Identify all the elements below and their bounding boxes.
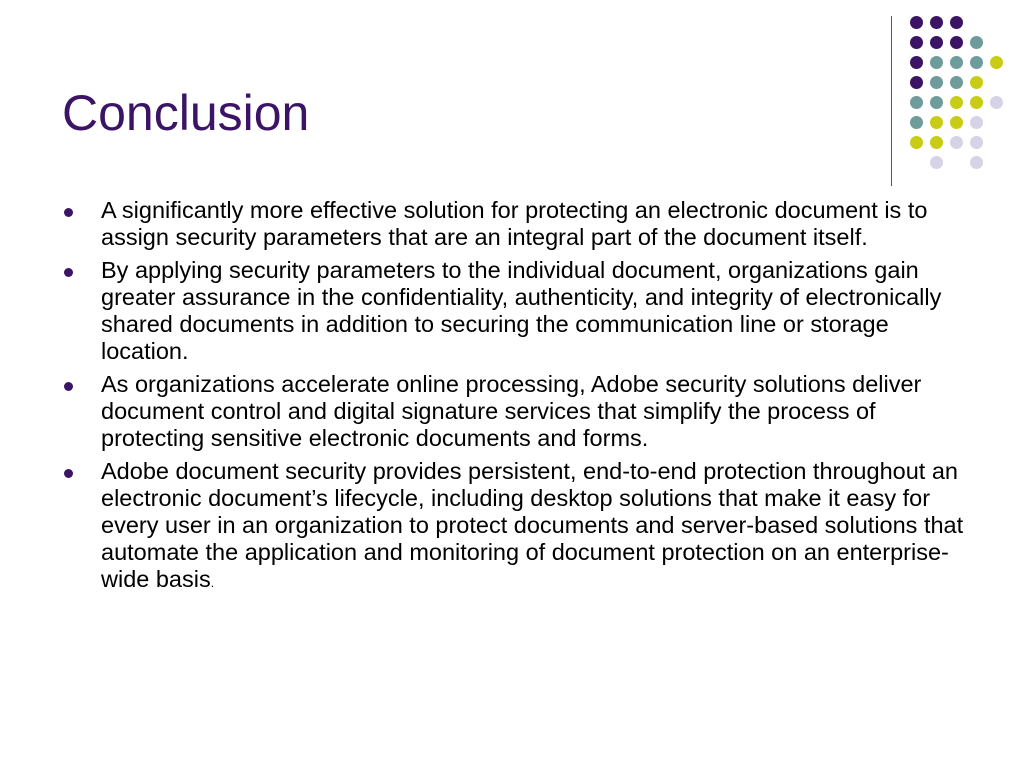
ornament-dot [950, 76, 963, 89]
bullet-text: As organizations accelerate online processing, Adobe security solutions deliver document control and digital signature services that simplify the process of protecting sensitive electronic documents and forms. [101, 371, 922, 451]
bullet-dot-icon [64, 382, 73, 391]
ornament-dot [930, 156, 943, 169]
ornament-dot [950, 16, 963, 29]
ornament-dot [930, 96, 943, 109]
ornament-dot [910, 116, 923, 129]
ornament-dot [970, 96, 983, 109]
ornament-dot [910, 36, 923, 49]
ornament-dot [910, 16, 923, 29]
ornament-dot [930, 116, 943, 129]
ornament-dot [950, 96, 963, 109]
ornament-dot [930, 56, 943, 69]
bullet-trailing-period: . [210, 576, 215, 590]
bullet-list [62, 197, 972, 603]
ornament-dot [970, 76, 983, 89]
bullet-dot-icon [64, 268, 73, 277]
ornament-dot [930, 16, 943, 29]
ornament-dot [970, 136, 983, 149]
bullet-text: Adobe document security provides persistent, end-to-end protection throughout an electronic document’s lifecycle, including desktop solutions that make it easy for every user in an organization to protect documents and server-based solutions that automate the application and monitoring of document protection on an enterprise-wide basis [101, 458, 964, 592]
ornament-dot [910, 96, 923, 109]
ornament-dot [910, 56, 923, 69]
ornament-dot [970, 56, 983, 69]
ornament-dot [950, 56, 963, 69]
bullet-item [62, 257, 972, 365]
ornament-dot [910, 136, 923, 149]
ornament-dot [930, 76, 943, 89]
ornament-dot [990, 56, 1003, 69]
slide-title: Conclusion [62, 85, 310, 141]
ornament-dot [990, 96, 1003, 109]
ornament-dot [970, 116, 983, 129]
ornament-dot [970, 156, 983, 169]
ornament-dot [950, 116, 963, 129]
bullet-item [62, 458, 972, 597]
bullet-dot-icon [64, 208, 73, 217]
ornament-dot [970, 36, 983, 49]
bullet-text: A significantly more effective solution for protecting an electronic document is to assign security parameters that are an integral part of the document itself. [101, 197, 928, 250]
vertical-divider [891, 16, 892, 186]
bullet-item [62, 371, 972, 452]
ornament-dot [950, 36, 963, 49]
bullet-text: By applying security parameters to the individual document, organizations gain greater assurance in the confidentiality, authenticity, and integrity of electronically shared documents in addition to securing the communication line or storage location. [101, 257, 942, 364]
bullet-item [62, 197, 972, 251]
ornament-dot [930, 36, 943, 49]
bullet-dot-icon [64, 469, 73, 478]
ornament-dot [930, 136, 943, 149]
ornament-dot [950, 136, 963, 149]
ornament-dot [910, 76, 923, 89]
